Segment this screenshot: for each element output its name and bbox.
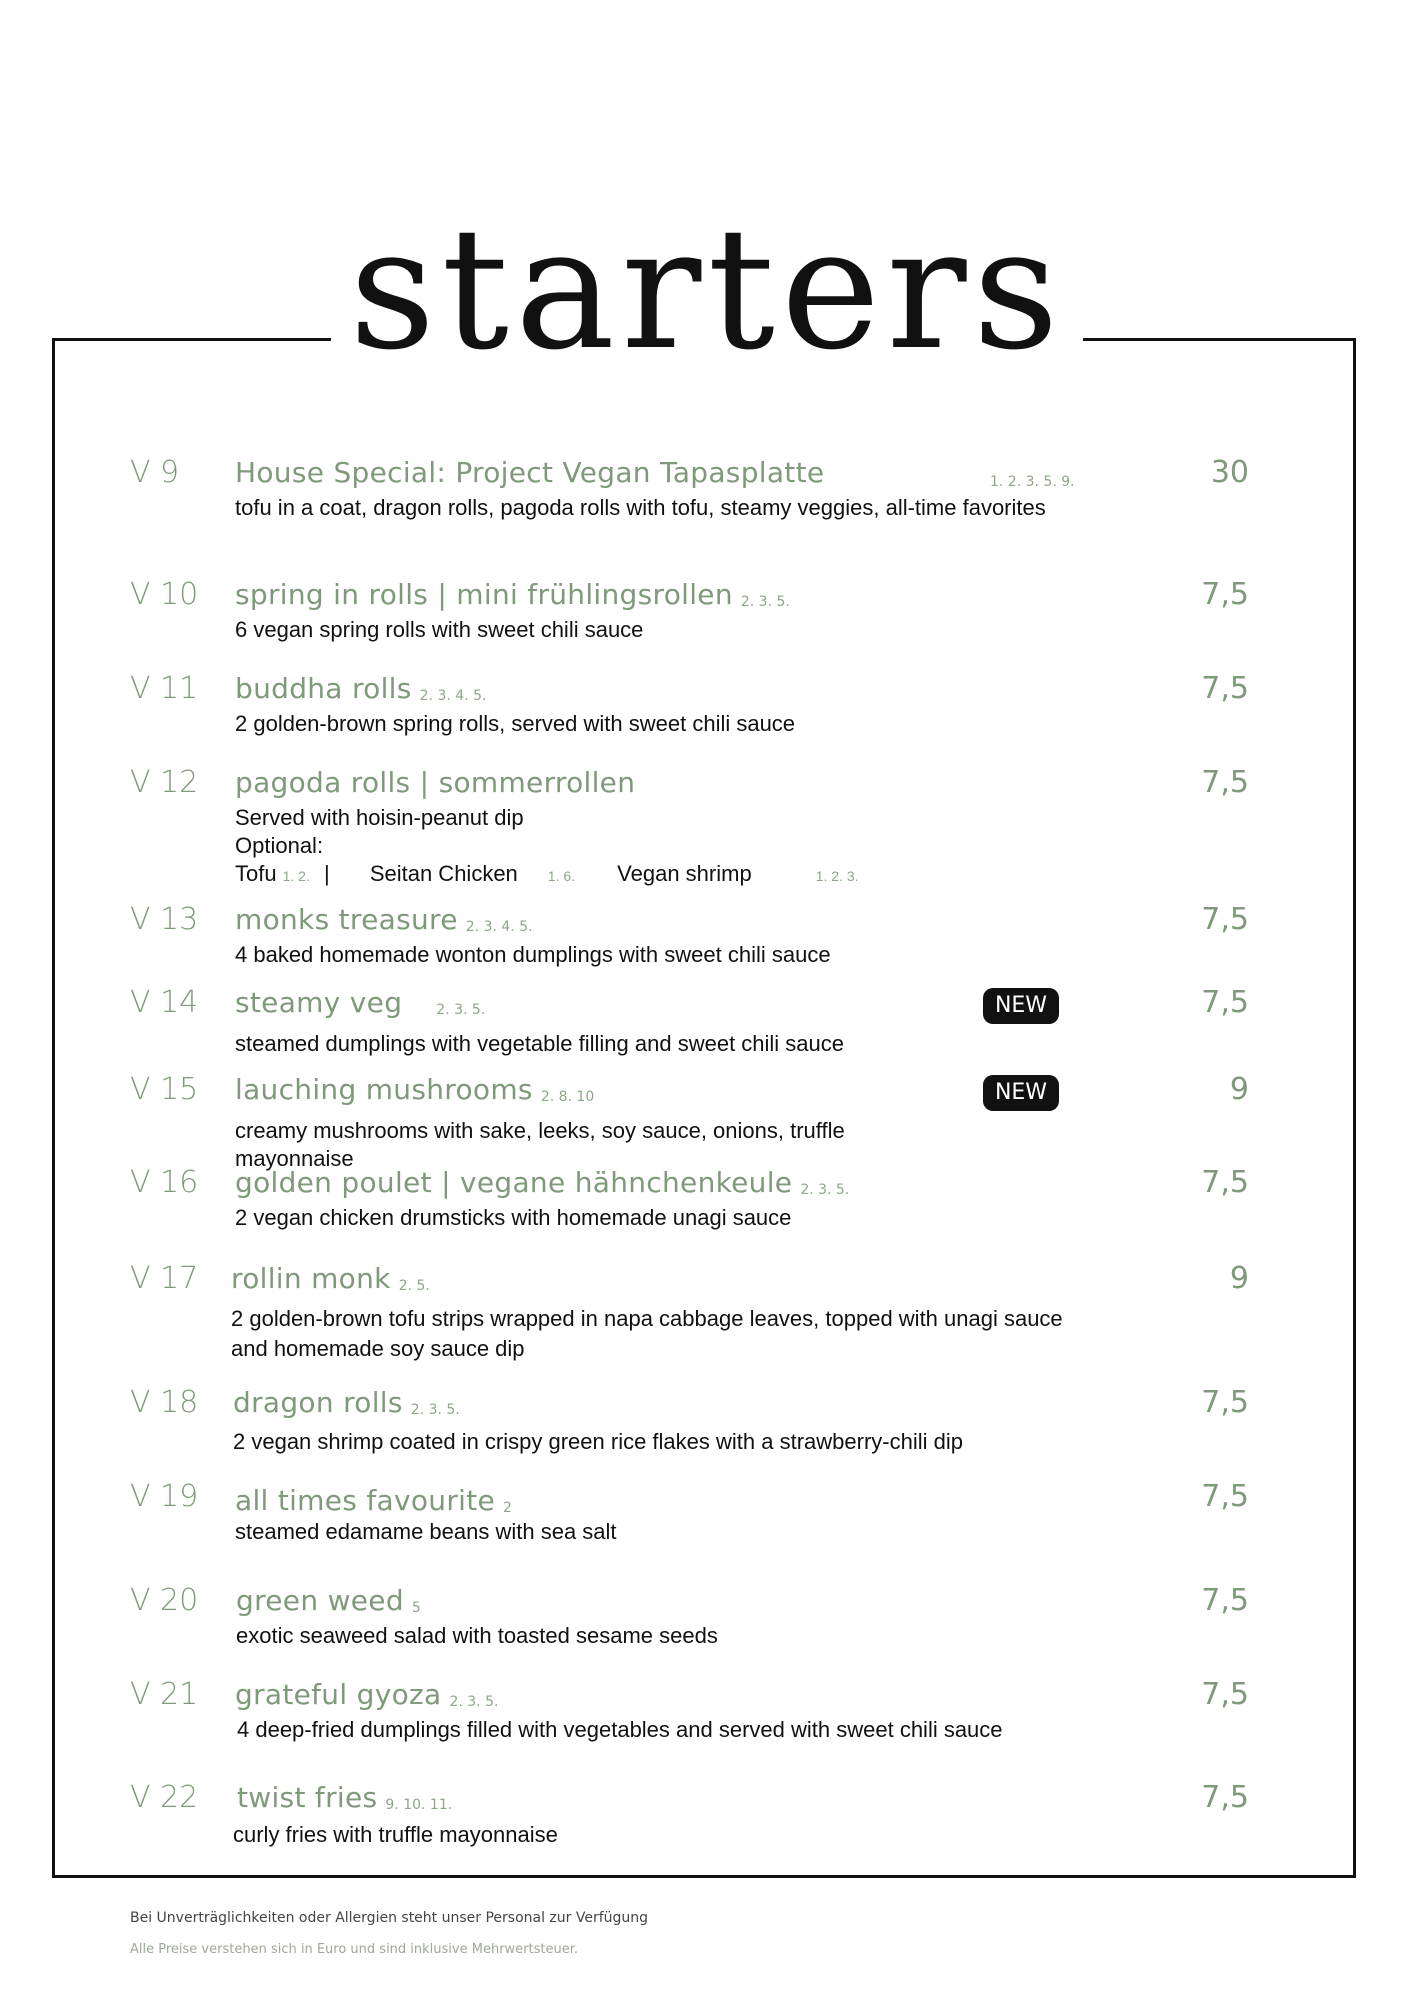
item-code: V 11 [130,671,199,706]
item-price: 7,5 [1201,902,1249,937]
page-title: starters [0,205,1414,373]
item-name: all times favourite 2 [235,1484,512,1517]
item-name: buddha rolls 2. 3. 4. 5. [235,672,487,705]
item-allergens: 2. 3. 5. [436,1002,486,1018]
menu-item [0,455,1414,520]
new-badge: NEW [983,988,1059,1024]
item-description: 4 baked homemade wonton dumplings with sweet chili sauce [235,942,831,967]
item-description: 2 vegan chicken drumsticks with homemade unagi sauce [235,1205,792,1230]
item-code: V 17 [130,1261,199,1296]
menu-item [0,1072,1414,1171]
menu-item [0,765,1414,886]
menu-item [0,1385,1414,1454]
item-code: V 20 [130,1583,199,1618]
menu-item [0,1780,1414,1847]
item-code: V 10 [130,577,199,612]
menu-item [0,577,1414,642]
item-description: 6 vegan spring rolls with sweet chili sauce [235,617,644,642]
item-code: V 19 [130,1479,199,1514]
allergy-notice: Bei Unverträglichkeiten oder Allergien steht unser Personal zur Verfügung [130,1910,649,1926]
item-price: 9 [1229,1072,1249,1107]
item-name: pagoda rolls | sommerrollen [235,766,636,799]
item-price: 7,5 [1201,1780,1249,1815]
option-separator: | [323,861,330,886]
item-allergens: 2. 3. 4. 5. [419,688,487,704]
item-allergens: 2. 8. 10 [540,1089,595,1105]
item-code: V 12 [130,765,199,800]
item-allergens: 5 [411,1600,421,1616]
item-price: 7,5 [1201,1165,1249,1200]
option-allergens: 1. 6. [547,868,576,884]
option-allergens: 1. 2. [282,868,310,884]
item-description: exotic seaweed salad with toasted sesame seeds [236,1623,718,1648]
item-price: 7,5 [1201,1583,1249,1618]
item-description: steamed dumplings with vegetable filling and sweet chili sauce [235,1031,845,1056]
menu-item [0,1677,1414,1742]
item-allergens: 2. 3. 5. [410,1402,460,1418]
item-price: 7,5 [1201,1677,1249,1712]
item-optional-label: Optional: [235,833,324,858]
item-allergens: 2 [503,1500,512,1516]
item-allergens: 2. 5. [398,1278,430,1294]
item-code: V 22 [130,1780,199,1815]
menu-item [0,1165,1414,1230]
item-name: dragon rolls 2. 3. 5. [233,1386,460,1419]
price-notice: Alle Preise verstehen sich in Euro und sind inklusive Mehrwertsteuer. [130,1942,578,1957]
menu-item [0,902,1414,967]
new-badge: NEW [983,1075,1059,1111]
menu-item [0,1479,1414,1544]
item-name: green weed 5 [236,1584,421,1617]
item-code: V 18 [130,1385,199,1420]
option-seitan-chicken: Seitan Chicken [369,861,518,886]
item-price: 7,5 [1201,985,1249,1020]
item-name: monks treasure 2. 3. 4. 5. [235,903,533,936]
item-name: twist fries 9. 10. 11. [237,1781,453,1814]
item-allergens: 1. 2. 3. 5. 9. [990,474,1075,490]
item-price: 7,5 [1201,577,1249,612]
item-price: 30 [1210,455,1249,490]
item-price: 9 [1229,1261,1249,1296]
option-allergens: 1. 2. 3. [815,868,859,884]
item-description: 2 vegan shrimp coated in crispy green rice flakes with a strawberry-chili dip [233,1429,963,1454]
item-price: 7,5 [1201,765,1249,800]
item-price: 7,5 [1201,671,1249,706]
item-code: V 9 [130,455,180,490]
item-allergens: 2. 3. 5. [740,594,790,610]
item-price: 7,5 [1201,1479,1249,1514]
item-allergens: 2. 3. 5. [449,1694,499,1710]
item-description: 2 golden-brown spring rolls, served with sweet chili sauce [235,711,796,736]
item-code: V 21 [130,1677,199,1712]
item-allergens: 9. 10. 11. [385,1797,453,1813]
menu-item [0,985,1414,1056]
item-name: spring in rolls | mini frühlingsrollen 2. 3. 5. [235,578,790,611]
item-description: Served with hoisin-peanut dip [235,805,524,830]
item-description: creamy mushrooms with sake, leeks, soy sauce, onions, truffle mayonnaise [235,1118,845,1171]
item-price: 7,5 [1201,1385,1249,1420]
menu-item [0,1261,1414,1361]
item-name: steamy veg 2. 3. 5. [235,986,486,1019]
item-name: grateful gyoza 2. 3. 5. [235,1678,499,1711]
item-options [235,860,1095,890]
item-description: 4 deep-fried dumplings filled with vegetables and served with sweet chili sauce [237,1717,1003,1742]
item-allergens: 2. 3. 5. [800,1182,850,1198]
item-code: V 14 [130,985,199,1020]
menu-item [0,1583,1414,1648]
item-description: 2 golden-brown tofu strips wrapped in napa cabbage leaves, topped with unagi sauce and homemade soy sauce dip [231,1306,1063,1361]
item-name: lauching mushrooms 2. 8. 10 [235,1073,595,1106]
option-vegan-shrimp: Vegan shrimp [617,861,752,886]
item-description: steamed edamame beans with sea salt [235,1519,617,1544]
item-name: golden poulet | vegane hähnchenkeule 2. 3. 5. [235,1166,850,1199]
item-description: curly fries with truffle mayonnaise [233,1822,558,1847]
option-tofu: Tofu [235,861,277,886]
menu-item [0,671,1414,736]
item-code: V 16 [130,1165,199,1200]
item-description: tofu in a coat, dragon rolls, pagoda rolls with tofu, steamy veggies, all-time favorites [235,495,1046,520]
item-name: rollin monk 2. 5. [231,1262,430,1295]
item-code: V 15 [130,1072,199,1107]
item-code: V 13 [130,902,199,937]
item-name: House Special: Project Vegan Tapasplatte [235,456,825,489]
item-allergens: 2. 3. 4. 5. [465,919,533,935]
